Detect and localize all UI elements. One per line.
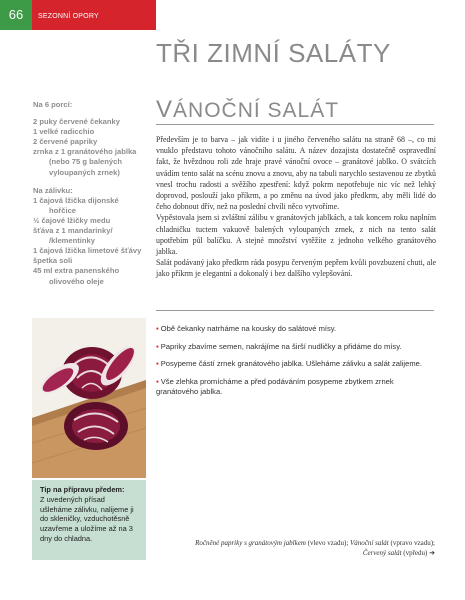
tip-text: Z uvedených přísad ušleháme zálivku, nalijeme ji do skleničky, vzduchotěsně uzavřeme a uložíme až na 3 dny do chladna.	[40, 494, 134, 543]
ingredient-item: 2 puky červené čekanky	[33, 117, 120, 127]
dressing-item: /klementinky	[49, 236, 96, 246]
caption-part: Vánoční salát	[350, 539, 389, 547]
bullet-icon: ▪	[156, 359, 159, 369]
ingredients-list	[33, 100, 145, 287]
recipe-title-rest: ÁNOČNÍ SALÁT	[173, 99, 340, 122]
ingredient-item: 2 červené papriky	[33, 137, 98, 147]
step-text: Posypeme částí zrnek granátového jablka. Ušleháme zálivku a salát zalijeme.	[160, 359, 422, 369]
page-number: 66	[0, 0, 32, 30]
servings-heading: Na 6 porcí:	[33, 100, 73, 109]
ingredient-item: (nebo 75 g balených	[49, 157, 123, 167]
caption-part: (vpředu)	[401, 549, 430, 557]
section-label: SEZONNÍ OPORY	[38, 13, 99, 20]
recipe-title	[156, 96, 339, 124]
intro-paragraph: Vypěstovala jsem si zvláštní zálibu v granátových jablkách, a tak koncem roku naplním chladničku tuctem vakuově balených vyloupaných zrnek, z nich na tento salát upotřebím půl balíčku. A stejné množství vytěžíte z jednoho velkého granátového jablka.	[156, 213, 436, 257]
divider	[156, 124, 434, 125]
ingredient-item: 1 velké radicchio	[33, 127, 95, 137]
caption-part: (vpravo vzadu);	[388, 539, 435, 547]
recipe-intro	[156, 134, 436, 280]
intro-paragraph: Salát podávaný jako předkrm ráda posypu červeným pepřem kvůli povzbuzení chuti, ale jako příkrm je elegantní a dokonalý i bez dalšího vylepšování.	[156, 258, 436, 279]
intro-paragraph: Především je to barva – jak vidíte i u jiného červeného salátu na straně 68 –, co mi vnuklo představu tohoto vánočního salátu. A název dozajista dostatečně ospravedlní fakt, že hvězdnou roli zde hraje pravé vánoční ovoce – granátové jablko. O svátcích uvádím tento salát na scénu znovu a znovu, aby na tabuli narychlo sestavenou ze zbytků vnesl trochu radosti a svěžího zpestření: když pokrm nepotřebuje nic víc než lehký doprovod, poslouží jako příkrm, a po změnu na úvod jako předkrm, aby měli lidé do čeho dobnout dřív, než na poslední chvíli něco vytvoříme.	[156, 135, 436, 212]
divider	[156, 310, 434, 311]
dressing-item: 1 čajová lžička limetové šťávy	[33, 246, 142, 256]
tip-heading: Tip na přípravu předem:	[40, 485, 125, 494]
ingredient-item: zrnka z 1 granátového jablka	[33, 147, 137, 157]
dressing-item: šťáva z 1 mandarinky/	[33, 226, 113, 236]
dressing-item: 1 čajová lžička dijonské	[33, 195, 119, 205]
arrow-right-icon: ➔	[429, 549, 435, 557]
photo-caption	[170, 538, 435, 558]
step-text: Papriky zbavíme semen, nakrájíme na širší nudličky a přidáme do mísy.	[160, 341, 402, 351]
bullet-icon: ▪	[156, 341, 159, 351]
bullet-icon: ▪	[156, 376, 159, 386]
method-step	[156, 342, 438, 353]
method-steps	[156, 324, 438, 405]
recipe-title-initial: V	[156, 96, 174, 123]
dressing-item: ½ čajové lžičky medu	[33, 215, 111, 225]
caption-part: Červený salát	[362, 549, 402, 557]
dressing-heading: Na zálivku:	[33, 185, 73, 195]
method-step	[156, 377, 438, 398]
ingredient-item: vyloupaných zrnek)	[49, 167, 120, 177]
dressing-item: olivového oleje	[49, 276, 104, 286]
step-text: Vše zlehka promícháme a před podáváním posypeme zbytkem zrnek granátového jablka.	[156, 376, 394, 397]
dressing-item: hořčice	[49, 205, 77, 215]
caption-part: Ročněné papriky s granátovým jablkem	[195, 539, 306, 547]
page-title: TŘI ZIMNÍ SALÁTY	[156, 38, 391, 68]
radicchio-illustration	[32, 318, 146, 478]
step-text: Obě čekanky natrháme na kousky do salátové mísy.	[160, 324, 337, 333]
caption-part: (vlevo vzadu);	[305, 539, 351, 547]
method-step	[156, 359, 438, 370]
tip-box	[32, 480, 146, 560]
dressing-item: špetka soli	[33, 256, 73, 266]
radicchio-photo	[32, 318, 146, 478]
dressing-item: 45 ml extra panenského	[33, 266, 120, 276]
method-step	[156, 324, 438, 335]
bullet-icon: ▪	[156, 324, 159, 333]
